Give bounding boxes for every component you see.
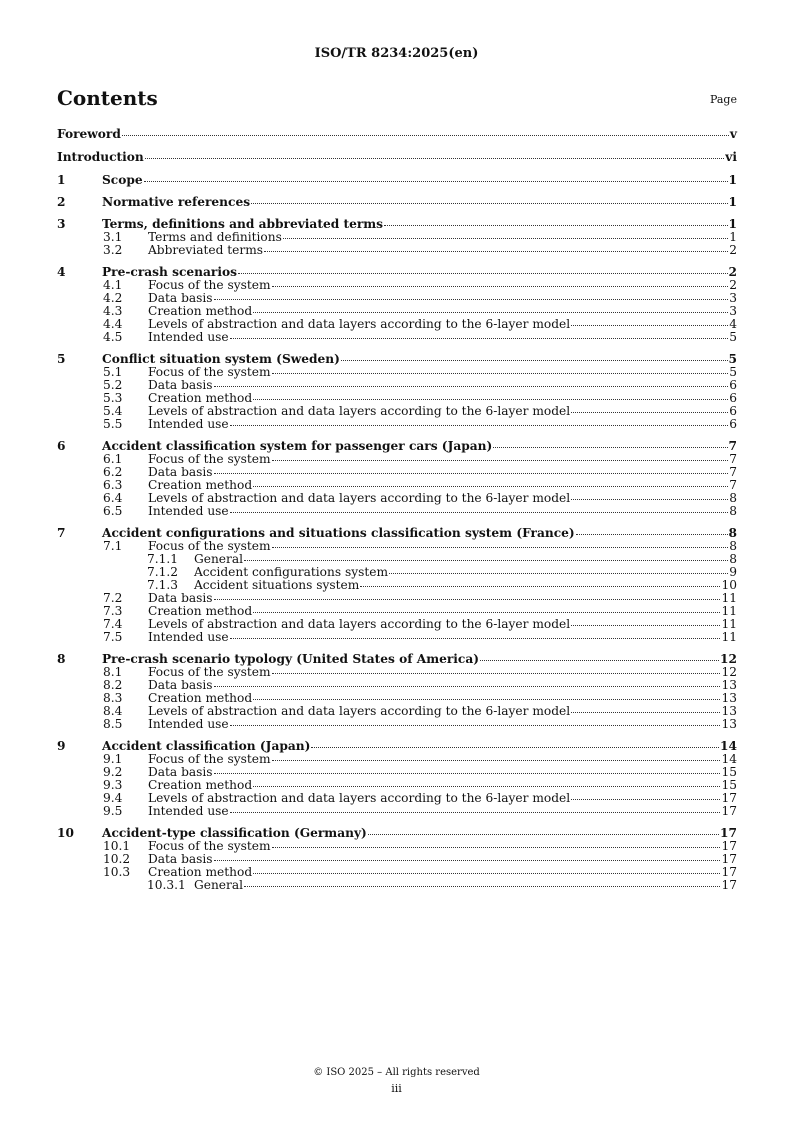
- toc-entry-page: 3: [729, 291, 737, 305]
- toc-dot-leader: [214, 860, 721, 861]
- toc-entry-number: 8: [57, 652, 66, 666]
- toc-entry-title: Intended use: [148, 330, 229, 344]
- toc-entry-number: 5: [57, 352, 66, 366]
- toc-entry-page: 14: [721, 752, 737, 766]
- toc-dot-leader: [571, 799, 720, 800]
- toc-entry-page: 17: [721, 852, 737, 866]
- toc-entry-number: 6.5: [103, 504, 123, 518]
- toc-entry-page: 11: [721, 604, 737, 618]
- toc-entry-title: Accident classification system for passenger cars (Japan): [102, 439, 493, 453]
- toc-entry-number: 10.3.1: [147, 878, 186, 892]
- toc-entry-number: 10.2: [103, 852, 131, 866]
- toc-entry-page: 11: [721, 591, 737, 605]
- toc-entry-title: Intended use: [148, 504, 229, 518]
- toc-dot-leader: [571, 499, 728, 500]
- toc-dot-leader: [283, 238, 728, 239]
- toc-entry-title: Data basis: [148, 852, 213, 866]
- toc-dot-leader: [571, 412, 728, 413]
- toc-entry-page: 7: [729, 452, 737, 466]
- toc-entry-page: 8: [729, 552, 737, 566]
- toc-entry-title: Levels of abstraction and data layers according to the 6-layer model: [148, 317, 571, 331]
- toc-entry[interactable]: [57, 879, 737, 892]
- toc-entry-number: 4.5: [103, 330, 123, 344]
- toc-dot-leader: [214, 386, 729, 387]
- toc-dot-leader: [272, 847, 721, 848]
- toc-entry-number: 4.3: [103, 304, 123, 318]
- toc-dot-leader: [230, 338, 729, 339]
- toc-entry[interactable]: [57, 128, 737, 141]
- toc-entry-page: 1: [729, 230, 737, 244]
- toc-dot-leader: [214, 686, 721, 687]
- toc-entry[interactable]: [57, 805, 737, 818]
- toc-entry-page: 1: [728, 217, 737, 231]
- toc-entry-title: Accident configurations and situations classification system (France): [102, 526, 575, 540]
- toc-entry-page: 13: [721, 678, 737, 692]
- toc-entry-number: 6.4: [103, 491, 123, 505]
- toc-dot-leader: [311, 747, 719, 748]
- toc-entry-number: 7.2: [103, 591, 123, 605]
- toc-entry-title: Focus of the system: [148, 839, 271, 853]
- toc-dot-leader: [272, 673, 721, 674]
- toc-entry-number: 7: [57, 526, 66, 540]
- toc-entry-title: General: [194, 552, 243, 566]
- toc-entry-title: Creation method: [148, 691, 253, 705]
- toc-entry-page: 10: [721, 578, 737, 592]
- toc-entry[interactable]: [57, 151, 737, 164]
- toc-entry-number: 8.4: [103, 704, 123, 718]
- toc-entry-title: Intended use: [148, 717, 229, 731]
- toc-entry-title: Data basis: [148, 291, 213, 305]
- toc-entry[interactable]: [57, 244, 737, 257]
- toc-dot-leader: [230, 425, 729, 426]
- toc-entry-page: 8: [729, 539, 737, 553]
- toc-entry-number: 7.1: [103, 539, 123, 553]
- toc-dot-leader: [480, 660, 719, 661]
- toc-entry-page: 4: [729, 317, 737, 331]
- toc-entry-page: 12: [721, 665, 737, 679]
- toc-entry-page: 2: [729, 278, 737, 292]
- toc-dot-leader: [244, 886, 720, 887]
- toc-entry-page: 6: [729, 378, 737, 392]
- toc-entry-title: Data basis: [148, 678, 213, 692]
- toc-entry-title: Pre-crash scenario typology (United States of America): [102, 652, 479, 666]
- toc-entry-number: 9.4: [103, 791, 123, 805]
- toc-entry[interactable]: [57, 718, 737, 731]
- toc-entry-title: Levels of abstraction and data layers according to the 6-layer model: [148, 617, 571, 631]
- toc-entry-title: Pre-crash scenarios: [102, 265, 237, 279]
- toc-entry-title: Creation method: [148, 778, 253, 792]
- toc-dot-leader: [264, 251, 728, 252]
- toc-entry-title: Intended use: [148, 804, 229, 818]
- toc-entry-number: 8.5: [103, 717, 123, 731]
- toc-entry-number: 4.4: [103, 317, 123, 331]
- toc-dot-leader: [230, 638, 721, 639]
- toc-entry-page: 8: [729, 504, 737, 518]
- toc-dot-leader: [230, 812, 721, 813]
- toc-entry-title: Foreword: [57, 127, 121, 141]
- toc-dot-leader: [238, 273, 728, 274]
- toc-dot-leader: [341, 360, 728, 361]
- toc-entry-page: 11: [721, 617, 737, 631]
- toc-entry-title: Intended use: [148, 630, 229, 644]
- toc-dot-leader: [272, 760, 721, 761]
- toc-entry-page: 7: [729, 478, 737, 492]
- toc-entry-number: 6.3: [103, 478, 123, 492]
- toc-entry-page: 2: [728, 265, 737, 279]
- toc-dot-leader: [230, 512, 729, 513]
- toc-entry-number: 7.3: [103, 604, 123, 618]
- toc-entry-number: 7.1.1: [147, 552, 179, 566]
- toc-entry-page: 14: [720, 739, 737, 753]
- toc-entry-title: Levels of abstraction and data layers according to the 6-layer model: [148, 704, 571, 718]
- toc-entry-page: 8: [728, 526, 737, 540]
- toc-entry-number: 2: [57, 195, 66, 209]
- toc-entry-number: 7.5: [103, 630, 123, 644]
- toc-dot-leader: [571, 325, 728, 326]
- toc-entry-number: 5.3: [103, 391, 123, 405]
- toc-dot-leader: [576, 534, 728, 535]
- toc-dot-leader: [571, 712, 720, 713]
- toc-dot-leader: [253, 612, 720, 613]
- toc-dot-leader: [230, 725, 721, 726]
- toc-entry-number: 6.2: [103, 465, 123, 479]
- toc-entry-page: 1: [728, 195, 737, 209]
- toc-entry-title: Focus of the system: [148, 752, 271, 766]
- toc-entry-number: 4.2: [103, 291, 123, 305]
- copyright-notice: © ISO 2025 – All rights reserved: [313, 1067, 480, 1078]
- toc-entry-number: 3.1: [103, 230, 123, 244]
- toc-entry-number: 9.3: [103, 778, 123, 792]
- toc-entry-title: Abbreviated terms: [148, 243, 264, 257]
- toc-entry-number: 5.4: [103, 404, 123, 418]
- toc-entry-page: 6: [729, 417, 737, 431]
- toc-entry-page: 5: [728, 352, 737, 366]
- toc-entry-number: 9.2: [103, 765, 123, 779]
- toc-entry-page: 11: [721, 630, 737, 644]
- toc-entry-title: Accident classification (Japan): [102, 739, 311, 753]
- toc-dot-leader: [145, 158, 724, 159]
- toc-entry-page: 13: [721, 691, 737, 705]
- toc-entry[interactable]: [57, 196, 737, 209]
- toc-dot-leader: [244, 560, 728, 561]
- toc-entry-title: Levels of abstraction and data layers according to the 6-layer model: [148, 791, 571, 805]
- toc-entry-number: 7.4: [103, 617, 123, 631]
- toc-entry[interactable]: [57, 174, 737, 187]
- toc-entry-number: 10: [57, 826, 74, 840]
- page-number: iii: [391, 1082, 402, 1095]
- toc-entry-number: 7.1.3: [147, 578, 179, 592]
- toc-entry-title: Creation method: [148, 304, 253, 318]
- toc-dot-leader: [389, 573, 728, 574]
- toc-entry-number: 9.1: [103, 752, 123, 766]
- toc-entry-title: Data basis: [148, 465, 213, 479]
- toc-entry-number: 10.1: [103, 839, 131, 853]
- toc-entry-title: Focus of the system: [148, 452, 271, 466]
- toc-entry-number: 6.1: [103, 452, 123, 466]
- toc-entry-number: 5.5: [103, 417, 123, 431]
- toc-entry-page: 15: [721, 765, 737, 779]
- toc-entry-title: Scope: [102, 173, 143, 187]
- page-column-label: Page: [709, 93, 737, 106]
- toc-entry-number: 10.3: [103, 865, 131, 879]
- document-id-header: ISO/TR 8234:2025(en): [314, 46, 479, 61]
- toc-dot-leader: [272, 460, 729, 461]
- toc-entry-page: 3: [729, 304, 737, 318]
- toc-entry-title: Creation method: [148, 865, 253, 879]
- toc-entry-title: Conflict situation system (Sweden): [102, 352, 340, 366]
- toc-dot-leader: [272, 373, 729, 374]
- toc-entry-number: 3.2: [103, 243, 123, 257]
- toc-dot-leader: [253, 312, 728, 313]
- toc-entry[interactable]: [57, 418, 737, 431]
- toc-dot-leader: [493, 447, 727, 448]
- toc-entry-number: 5.1: [103, 365, 123, 379]
- toc-entry-title: Intended use: [148, 417, 229, 431]
- toc-entry[interactable]: [57, 505, 737, 518]
- page-title: Contents: [57, 86, 158, 110]
- toc-dot-leader: [253, 486, 728, 487]
- toc-entry-page: 17: [721, 878, 737, 892]
- toc-entry-page: 5: [729, 330, 737, 344]
- toc-entry-page: 12: [720, 652, 737, 666]
- toc-entry-title: Data basis: [148, 591, 213, 605]
- toc-entry-page: 1: [728, 173, 737, 187]
- toc-entry-title: Levels of abstraction and data layers according to the 6-layer model: [148, 491, 571, 505]
- toc-entry-number: 8.3: [103, 691, 123, 705]
- toc-entry[interactable]: [57, 631, 737, 644]
- toc-entry-number: 7.1.2: [147, 565, 179, 579]
- toc-entry-title: Creation method: [148, 391, 253, 405]
- toc-entry-title: Accident configurations system: [194, 565, 389, 579]
- toc-dot-leader: [144, 181, 728, 182]
- page-footer: [0, 1067, 793, 1095]
- toc-dot-leader: [571, 625, 720, 626]
- toc-entry-page: 6: [729, 391, 737, 405]
- toc-entry-title: Focus of the system: [148, 278, 271, 292]
- toc-entry-title: General: [194, 878, 243, 892]
- toc-entry-number: 8.1: [103, 665, 123, 679]
- toc-entry-number: 9: [57, 739, 66, 753]
- toc-entry-title: Accident situations system: [194, 578, 360, 592]
- toc-entry-number: 4: [57, 265, 66, 279]
- toc-dot-leader: [122, 135, 729, 136]
- toc-entry-title: Data basis: [148, 765, 213, 779]
- toc-dot-leader: [384, 225, 727, 226]
- toc-entry-number: 1: [57, 173, 66, 187]
- toc-entry-title: Terms, definitions and abbreviated terms: [102, 217, 384, 231]
- table-of-contents: [57, 128, 737, 892]
- toc-entry-page: 6: [729, 404, 737, 418]
- toc-entry-page: v: [729, 127, 737, 141]
- toc-entry-title: Focus of the system: [148, 539, 271, 553]
- contents-title-row: [57, 86, 737, 112]
- toc-entry-page: 17: [721, 839, 737, 853]
- toc-dot-leader: [368, 834, 719, 835]
- toc-entry-number: 3: [57, 217, 66, 231]
- toc-dot-leader: [251, 203, 727, 204]
- toc-entry-page: 15: [721, 778, 737, 792]
- toc-entry-number: 8.2: [103, 678, 123, 692]
- toc-dot-leader: [214, 473, 729, 474]
- toc-entry-title: Normative references: [102, 195, 251, 209]
- toc-entry-title: Introduction: [57, 150, 144, 164]
- toc-dot-leader: [214, 599, 721, 600]
- toc-entry-page: 17: [721, 804, 737, 818]
- toc-entry-number: 5.2: [103, 378, 123, 392]
- toc-entry-title: Data basis: [148, 378, 213, 392]
- toc-dot-leader: [360, 586, 720, 587]
- toc-entry-page: 5: [729, 365, 737, 379]
- toc-entry[interactable]: [57, 331, 737, 344]
- toc-dot-leader: [253, 399, 728, 400]
- toc-entry-number: 9.5: [103, 804, 123, 818]
- toc-entry-title: Accident-type classification (Germany): [102, 826, 367, 840]
- toc-entry-page: 17: [721, 791, 737, 805]
- toc-entry-page: 2: [729, 243, 737, 257]
- toc-entry-title: Levels of abstraction and data layers according to the 6-layer model: [148, 404, 571, 418]
- toc-entry-page: 13: [721, 704, 737, 718]
- toc-entry-page: 13: [721, 717, 737, 731]
- toc-entry-number: 4.1: [103, 278, 123, 292]
- toc-dot-leader: [214, 773, 721, 774]
- toc-dot-leader: [272, 286, 729, 287]
- toc-dot-leader: [253, 873, 720, 874]
- toc-entry-page: 9: [729, 565, 737, 579]
- toc-entry-page: 17: [721, 865, 737, 879]
- toc-entry-number: 6: [57, 439, 66, 453]
- toc-dot-leader: [214, 299, 729, 300]
- toc-entry-title: Creation method: [148, 604, 253, 618]
- toc-entry-page: 8: [729, 491, 737, 505]
- toc-entry-page: vi: [725, 150, 737, 164]
- toc-dot-leader: [253, 699, 720, 700]
- toc-entry-title: Creation method: [148, 478, 253, 492]
- toc-entry-title: Focus of the system: [148, 665, 271, 679]
- toc-entry-page: 7: [729, 465, 737, 479]
- toc-entry-page: 7: [728, 439, 737, 453]
- toc-entry-title: Terms and definitions: [148, 230, 282, 244]
- toc-entry-page: 17: [720, 826, 737, 840]
- toc-dot-leader: [272, 547, 729, 548]
- toc-entry-title: Focus of the system: [148, 365, 271, 379]
- toc-dot-leader: [253, 786, 720, 787]
